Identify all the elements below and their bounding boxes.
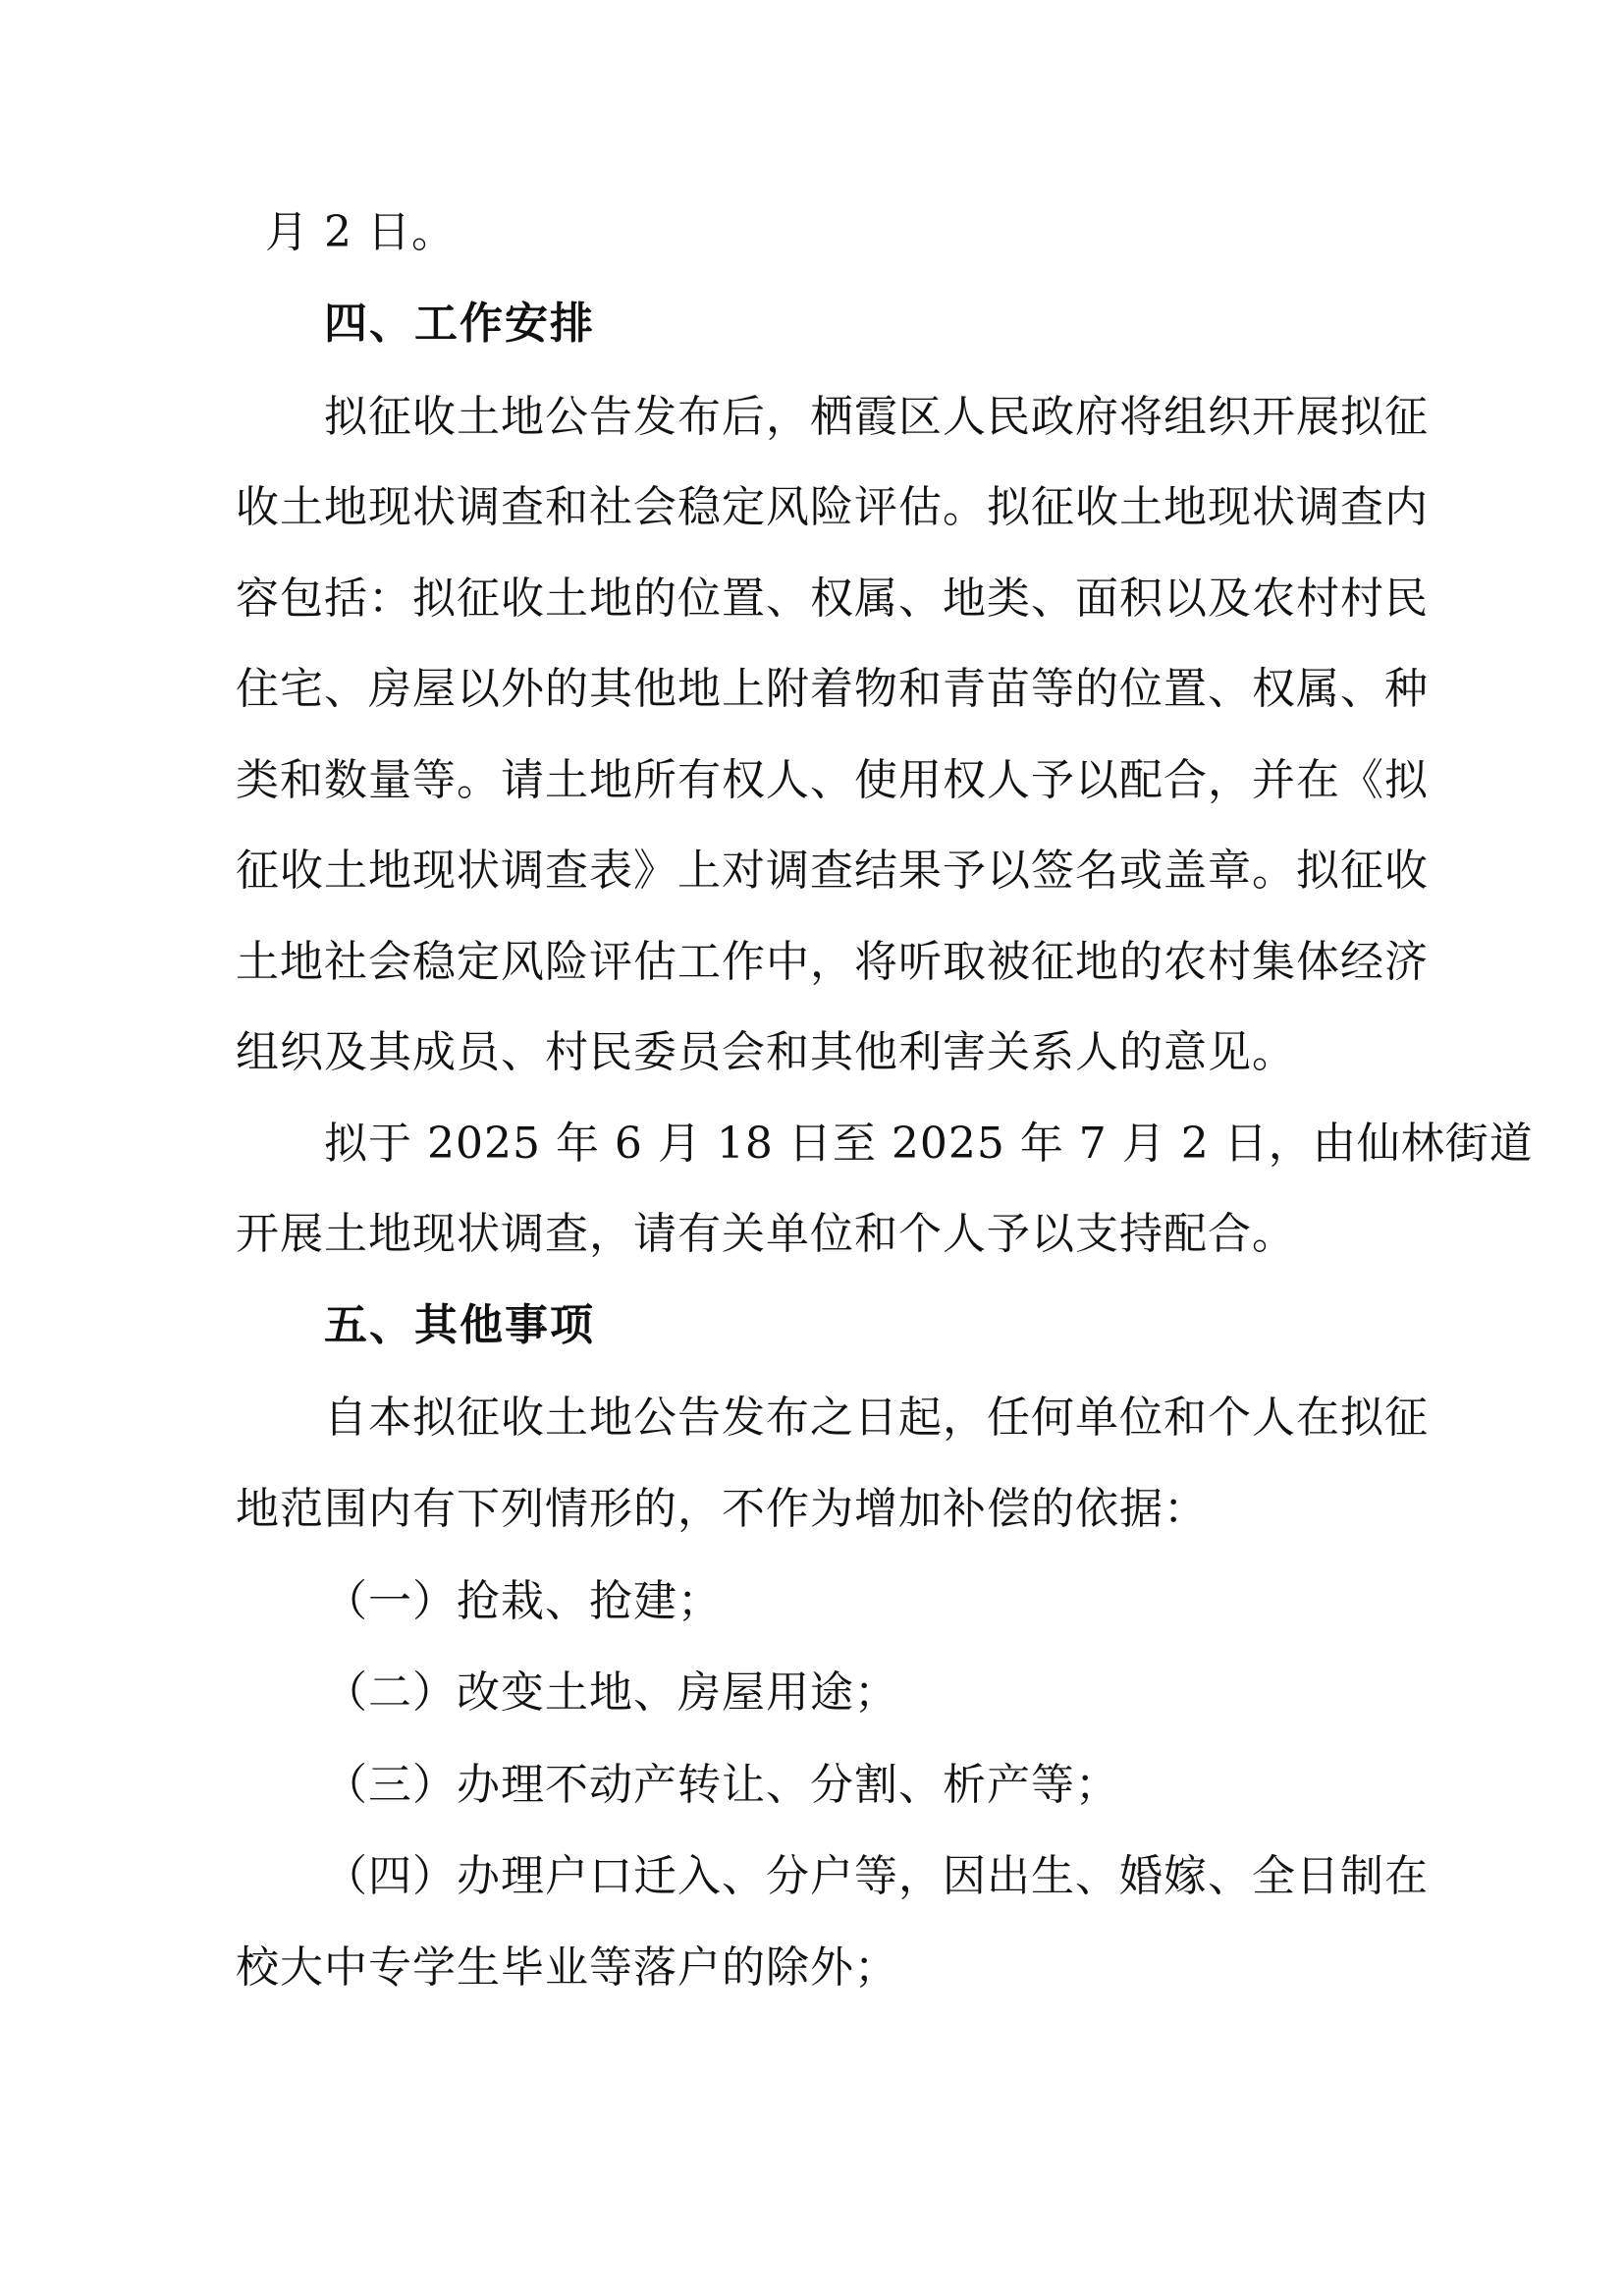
list-item: （四）办理户口迁入、分户等，因出生、婚嫁、全日制在 bbox=[324, 1851, 1429, 1901]
paragraph-line: 月 2 日。 bbox=[265, 207, 456, 257]
list-item: （二）改变土地、房屋用途； bbox=[324, 1667, 898, 1718]
paragraph-line: 拟征收土地公告发布后，栖霞区人民政府将组织开展拟征 bbox=[324, 392, 1429, 442]
section-heading-5: 五、其他事项 bbox=[324, 1300, 595, 1350]
paragraph-line: 容包括：拟征收土地的位置、权属、地类、面积以及农村村民 bbox=[236, 574, 1429, 624]
paragraph-line: 开展土地现状调查，请有关单位和个人予以支持配合。 bbox=[236, 1209, 1296, 1259]
paragraph-line: 地范围内有下列情形的，不作为增加补偿的依据： bbox=[236, 1484, 1208, 1534]
paragraph-line: 组织及其成员、村民委员会和其他利害关系人的意见。 bbox=[236, 1027, 1296, 1077]
section-heading-4: 四、工作安排 bbox=[324, 299, 595, 349]
paragraph-line: 土地社会稳定风险评估工作中，将听取被征地的农村集体经济 bbox=[236, 937, 1429, 987]
paragraph-line: 收土地现状调查和社会稳定风险评估。拟征收土地现状调查内 bbox=[236, 482, 1429, 532]
paragraph-line: 自本拟征收土地公告发布之日起，任何单位和个人在拟征 bbox=[324, 1393, 1429, 1443]
paragraph-line: 住宅、房屋以外的其他地上附着物和青苗等的位置、权属、种 bbox=[236, 664, 1429, 714]
list-item-continuation: 校大中专学生毕业等落户的除外； bbox=[236, 1942, 898, 1993]
list-item: （一）抢栽、抢建； bbox=[324, 1576, 722, 1626]
paragraph-line: 拟于 2025 年 6 月 18 日至 2025 年 7 月 2 日，由仙林街道 bbox=[324, 1119, 1534, 1169]
list-item: （三）办理不动产转让、分割、析产等； bbox=[324, 1760, 1119, 1810]
paragraph-line: 类和数量等。请土地所有权人、使用权人予以配合，并在《拟 bbox=[236, 755, 1429, 805]
paragraph-line: 征收土地现状调查表》上对调查结果予以签名或盖章。拟征收 bbox=[236, 846, 1429, 896]
